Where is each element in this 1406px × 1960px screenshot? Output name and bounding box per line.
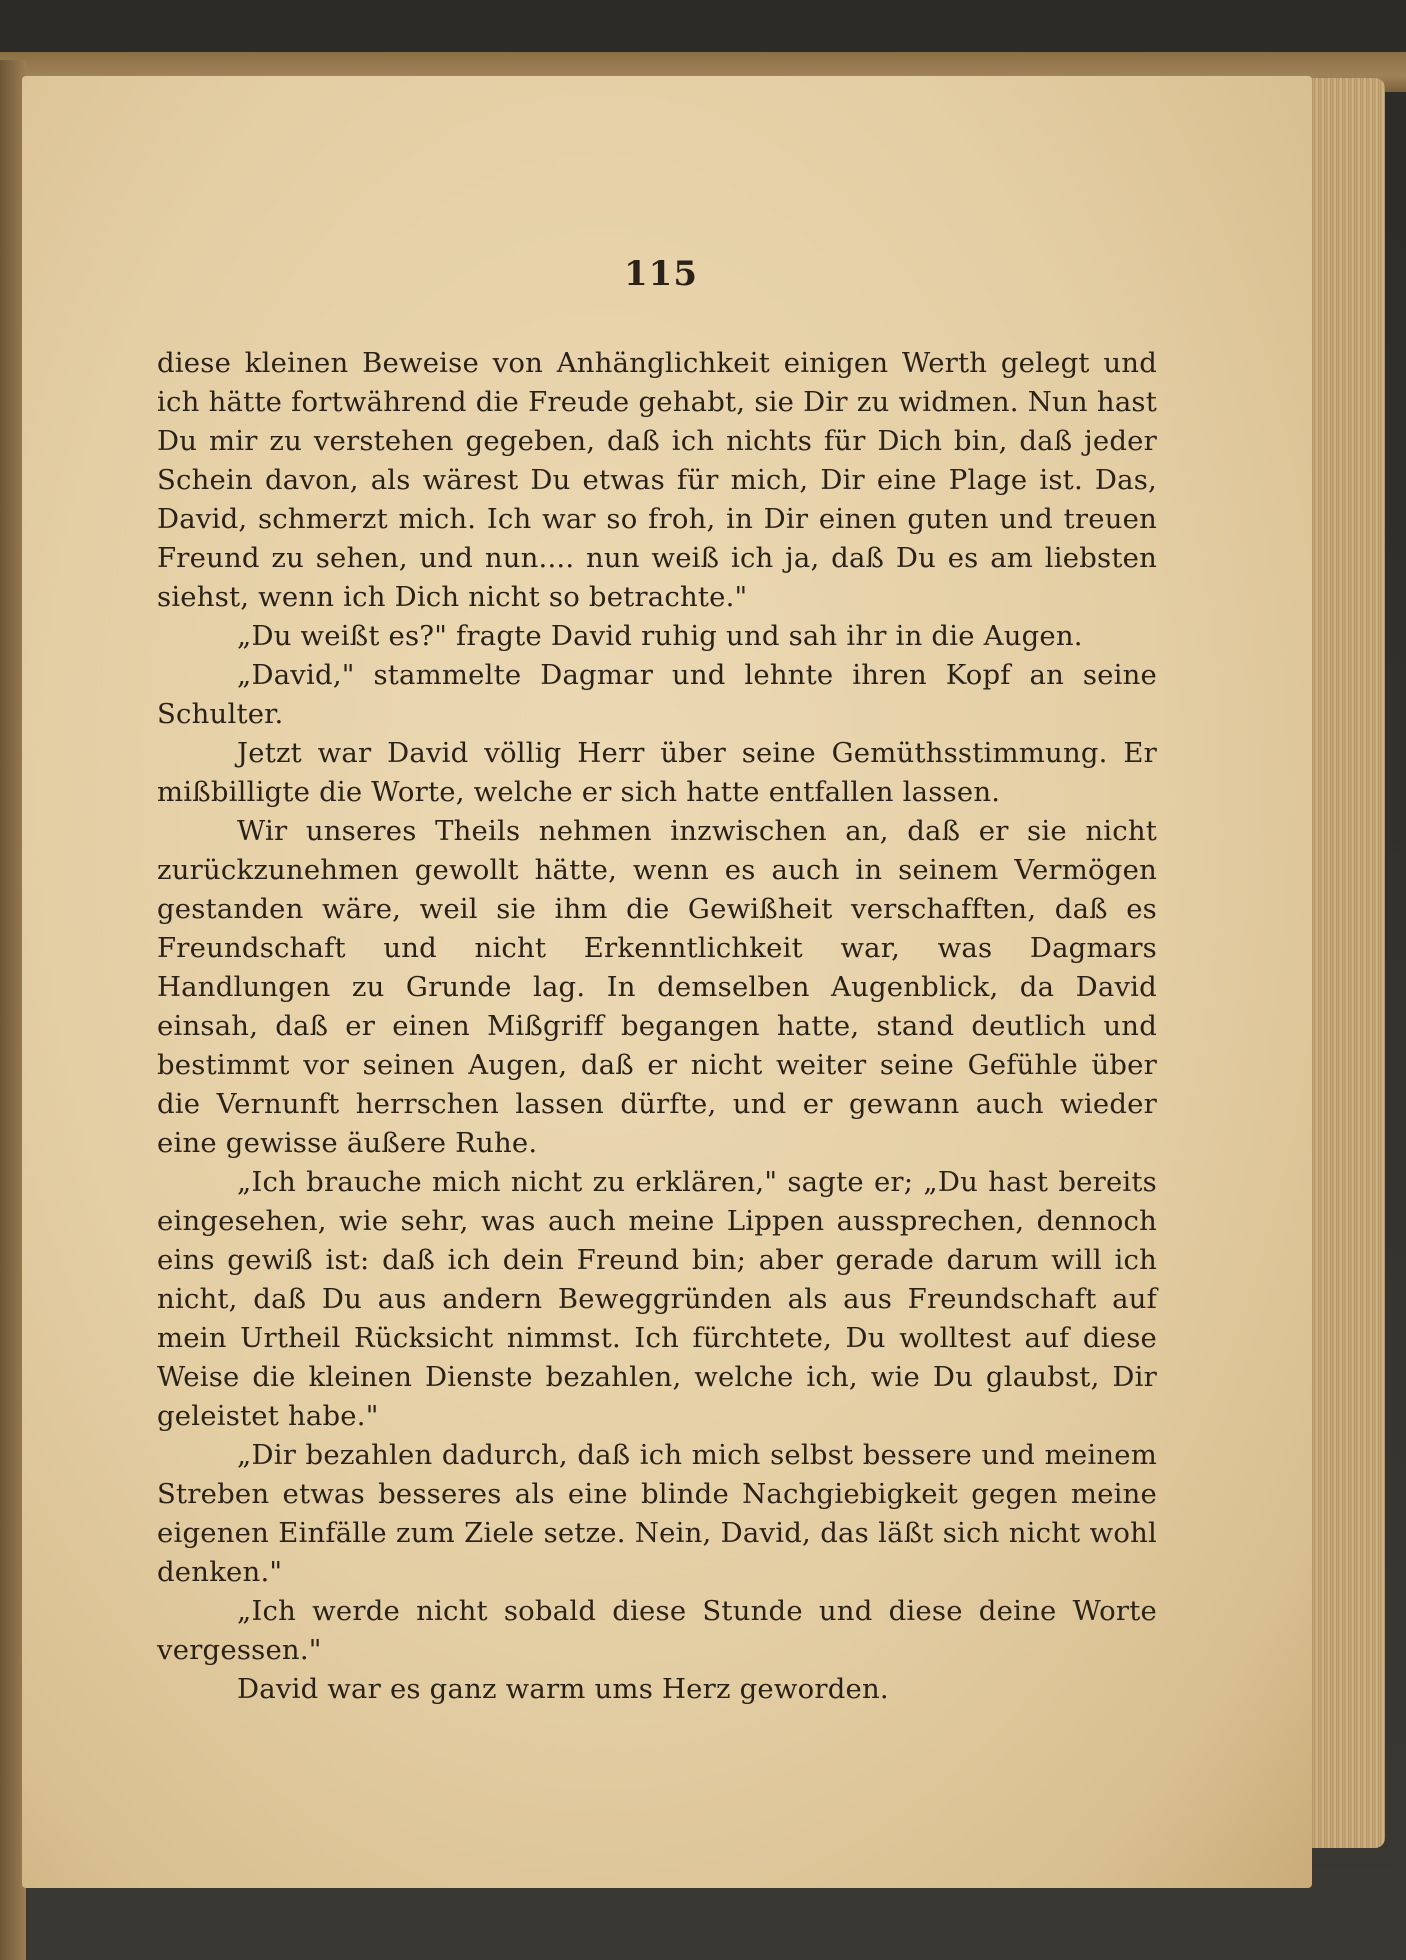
paragraph: Wir unseres Theils nehmen inzwischen an, daß er sie nicht zurückzunehmen gewollt hätte, wenn es auch in seinem Vermögen gestanden wäre, weil sie ihm die Gewißheit verschafften, daß es Freundschaft und nicht Erkenntlichkeit war, was Dagmars Handlungen zu Grunde lag. In demselben Augenblick, da David einsah, daß er einen Mißgriff begangen hatte, stand deutlich und bestimmt vor seinen Augen, daß er nicht weiter seine Gefühle über die Vernunft herrschen lassen dürfte, und er gewann auch wieder eine gewisse äußere Ruhe.	[157, 815, 1157, 1159]
paragraph: Jetzt war David völlig Herr über seine Gemüthsstimmung. Er mißbilligte die Worte, welche er sich hatte entfallen lassen.	[157, 737, 1157, 808]
paragraph: diese kleinen Beweise von Anhänglichkeit einigen Werth gelegt und ich hätte fortwährend die Freude gehabt, sie Dir zu widmen. Nun hast Du mir zu verstehen gegeben, daß ich nichts für Dich bin, daß jeder Schein davon, als wärest Du etwas für mich, Dir eine Plage ist. Das, David, schmerzt mich. Ich war so froh, in Dir einen guten und treuen Freund zu sehen, und nun.... nun weiß ich ja, daß Du es am liebsten siehst, wenn ich Dich nicht so betrachte."	[157, 347, 1157, 613]
page-text	[157, 344, 1157, 1709]
page-number: 115	[624, 254, 698, 294]
paragraph: David war es ganz warm ums Herz geworden.	[237, 1673, 889, 1705]
paragraph: „Dir bezahlen dadurch, daß ich mich selbst bessere und meinem Streben etwas besseres als eine blinde Nachgiebigkeit gegen meine eigenen Einfälle zum Ziele setze. Nein, David, das läßt sich nicht wohl denken."	[157, 1439, 1157, 1588]
book-page	[22, 76, 1312, 1888]
paragraph: „Ich brauche mich nicht zu erklären," sagte er; „Du hast bereits eingesehen, wie sehr, was auch meine Lippen aussprechen, dennoch eins gewiß ist: daß ich dein Freund bin; aber gerade darum will ich nicht, daß Du aus andern Beweggründen als aus Freundschaft auf mein Urtheil Rücksicht nimmst. Ich fürchtete, Du wolltest auf diese Weise die kleinen Dienste bezahlen, welche ich, wie Du glaubst, Dir geleistet habe."	[157, 1166, 1157, 1432]
paragraph: „David," stammelte Dagmar und lehnte ihren Kopf an seine Schulter.	[157, 659, 1157, 730]
paragraph: „Ich werde nicht sobald diese Stunde und diese deine Worte vergessen."	[157, 1595, 1157, 1666]
paragraph: „Du weißt es?" fragte David ruhig und sah ihr in die Augen.	[237, 620, 1083, 652]
